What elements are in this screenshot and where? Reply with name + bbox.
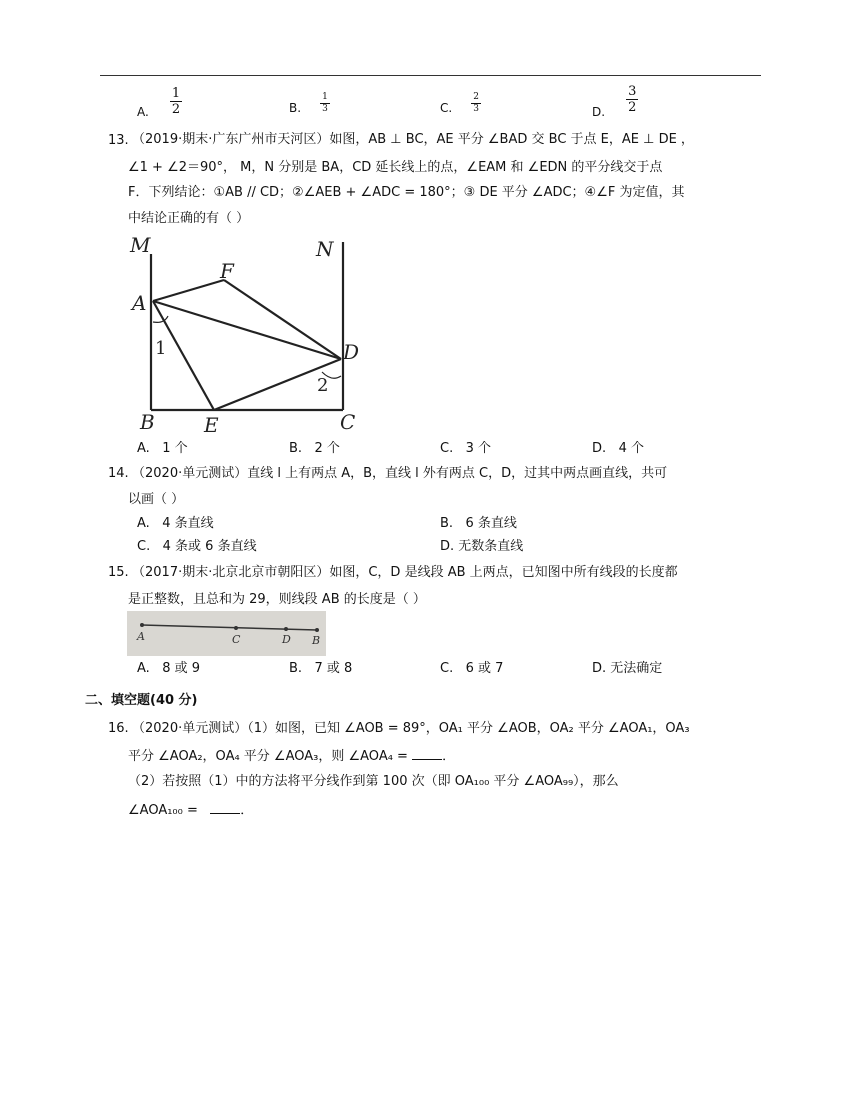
question-text-line: （2017·期末·北京北京市朝阳区）如图，C，D 是线段 AB 上两点，已知图中所有线段的长度都: [132, 565, 678, 580]
numerator: 2: [473, 92, 480, 102]
label-angle-2: 2: [317, 375, 329, 396]
option-text: 4 条直线: [162, 516, 214, 531]
label-angle-1: 1: [155, 338, 167, 359]
option-text: 2 个: [314, 441, 340, 456]
option-text: 1 个: [162, 441, 188, 456]
label-a: A: [132, 291, 147, 315]
option-text: 3 个: [465, 441, 492, 456]
q13-option-d[interactable]: [592, 441, 644, 457]
label-a: A: [137, 630, 145, 643]
question-text-line: （2020·单元测试）直线 l 上有两点 A，B，直线 l 外有两点 C，D，过其中两点画直线，共可: [132, 466, 668, 481]
q12-option-a[interactable]: [137, 86, 182, 117]
denominator: 2: [171, 102, 181, 117]
point-b: [315, 628, 319, 632]
section-title: 二、填空题(40 分): [85, 693, 198, 708]
option-label: C.: [440, 441, 454, 456]
q14-option-d[interactable]: [440, 539, 523, 555]
q13-option-a[interactable]: [137, 441, 188, 457]
fraction: [626, 84, 638, 115]
fraction: [471, 92, 481, 115]
option-text: 6 条直线: [465, 516, 517, 531]
option-text: 8 或 9: [162, 661, 201, 676]
q14-option-a[interactable]: [137, 516, 214, 532]
label-b: B: [312, 634, 321, 647]
answer-blank[interactable]: [210, 801, 240, 814]
option-text: 4 条或 6 条直线: [162, 539, 257, 554]
label-c: C: [340, 410, 356, 434]
question-text: ∠AOA₁₀₀ =: [128, 803, 198, 818]
option-label: A.: [137, 105, 149, 119]
denominator: 3: [473, 104, 480, 114]
q13-option-c[interactable]: [440, 441, 491, 457]
option-label: D.: [592, 661, 607, 676]
segment-fd: [224, 280, 341, 359]
q13-option-b[interactable]: [289, 441, 340, 457]
label-b: B: [140, 410, 155, 434]
point-d: [284, 627, 288, 631]
option-text: 7 或 8: [314, 661, 353, 676]
option-label: B.: [440, 516, 454, 531]
option-text: 无法确定: [610, 661, 663, 676]
label-c: C: [232, 633, 241, 646]
option-text: 4 个: [618, 441, 644, 456]
question-text-line: F．下列结论：①AB // CD；②∠AEB + ∠ADC = 180°；③ DE 平分 ∠ADC；④∠F 为定值，其: [128, 185, 685, 200]
option-label: B.: [289, 101, 302, 115]
label-f: F: [220, 259, 234, 283]
question-text-line: （2019·期末·广东广州市天河区）如图，AB ⊥ BC，AE 平分 ∠BAD 交 BC 于点 E，AE ⊥ DE ，: [132, 132, 694, 147]
option-label: D.: [592, 105, 606, 119]
option-label: D.: [440, 539, 455, 554]
question-text-line: 平分 ∠AOA₂，OA₄ 平分 ∠AOA₃，则 ∠AOA₄ = ．: [128, 749, 456, 764]
question-text-line: 以画（ ）: [128, 492, 185, 507]
option-label: B.: [289, 661, 303, 676]
option-text: 6 或 7: [465, 661, 504, 676]
question-text-line: （2）若按照（1）中的方法将平分线作到第 100 次（即 OA₁₀₀ 平分 ∠AOA₉₉），那么: [128, 774, 619, 789]
answer-blank[interactable]: [412, 747, 442, 760]
q12-option-d[interactable]: [592, 84, 638, 119]
option-label: A.: [137, 661, 150, 676]
option-label: A.: [137, 441, 150, 456]
question-number: 15.: [108, 565, 129, 580]
option-label: C.: [440, 661, 454, 676]
q12-option-c[interactable]: [440, 92, 481, 115]
point-a: [140, 623, 144, 627]
label-n: N: [316, 237, 334, 261]
angle-1-arc: [153, 316, 168, 322]
label-e: E: [204, 413, 219, 437]
point-c: [234, 626, 238, 630]
numerator: 1: [171, 86, 181, 101]
option-text: 无数条直线: [458, 539, 524, 554]
option-label: B.: [289, 441, 303, 456]
option-label: C.: [440, 101, 453, 115]
label-d: D: [343, 340, 360, 364]
numerator: 1: [322, 92, 328, 102]
q14-option-c[interactable]: [137, 539, 257, 555]
fraction: [170, 86, 182, 117]
denominator: 2: [628, 100, 637, 115]
q13-figure: [128, 232, 363, 437]
q15-option-b[interactable]: [289, 661, 352, 677]
question-text-line: （2020·单元测试）（1）如图，已知 ∠AOB = 89°，OA₁ 平分 ∠AOB，OA₂ 平分 ∠AOA₁，OA₃: [132, 721, 690, 736]
photo-background: [127, 611, 326, 656]
question-text-line: 中结论正确的有（ ）: [128, 211, 250, 226]
question-text: 平分 ∠AOA₂，OA₄ 平分 ∠AOA₃，则 ∠AOA₄ =: [128, 749, 408, 764]
q15-figure: [127, 611, 326, 656]
header-rule: [100, 75, 761, 76]
fraction: [320, 92, 330, 115]
question-text-line: ∠AOA₁₀₀ = ．: [128, 803, 254, 818]
q12-option-b[interactable]: [289, 92, 330, 115]
q15-option-c[interactable]: [440, 661, 503, 677]
numerator: 3: [628, 84, 637, 99]
label-d: D: [282, 633, 291, 646]
q15-option-d[interactable]: [592, 661, 662, 677]
denominator: 3: [322, 104, 328, 114]
option-label: C.: [137, 539, 151, 554]
question-number: 16.: [108, 721, 129, 736]
q15-option-a[interactable]: [137, 661, 200, 677]
question-number: 14.: [108, 466, 129, 481]
question-text-line: ∠1 + ∠2＝90°， M，N 分别是 BA，CD 延长线上的点，∠EAM 和 ∠EDN 的平分线交于点: [128, 160, 663, 175]
option-label: A.: [137, 516, 150, 531]
segment-af: [153, 280, 224, 301]
question-text-line: 是正整数，且总和为 29，则线段 AB 的长度是（ ）: [128, 592, 426, 607]
option-label: D.: [592, 441, 607, 456]
q14-option-b[interactable]: [440, 516, 517, 532]
question-number: 13.: [108, 133, 129, 148]
label-m: M: [130, 233, 151, 257]
